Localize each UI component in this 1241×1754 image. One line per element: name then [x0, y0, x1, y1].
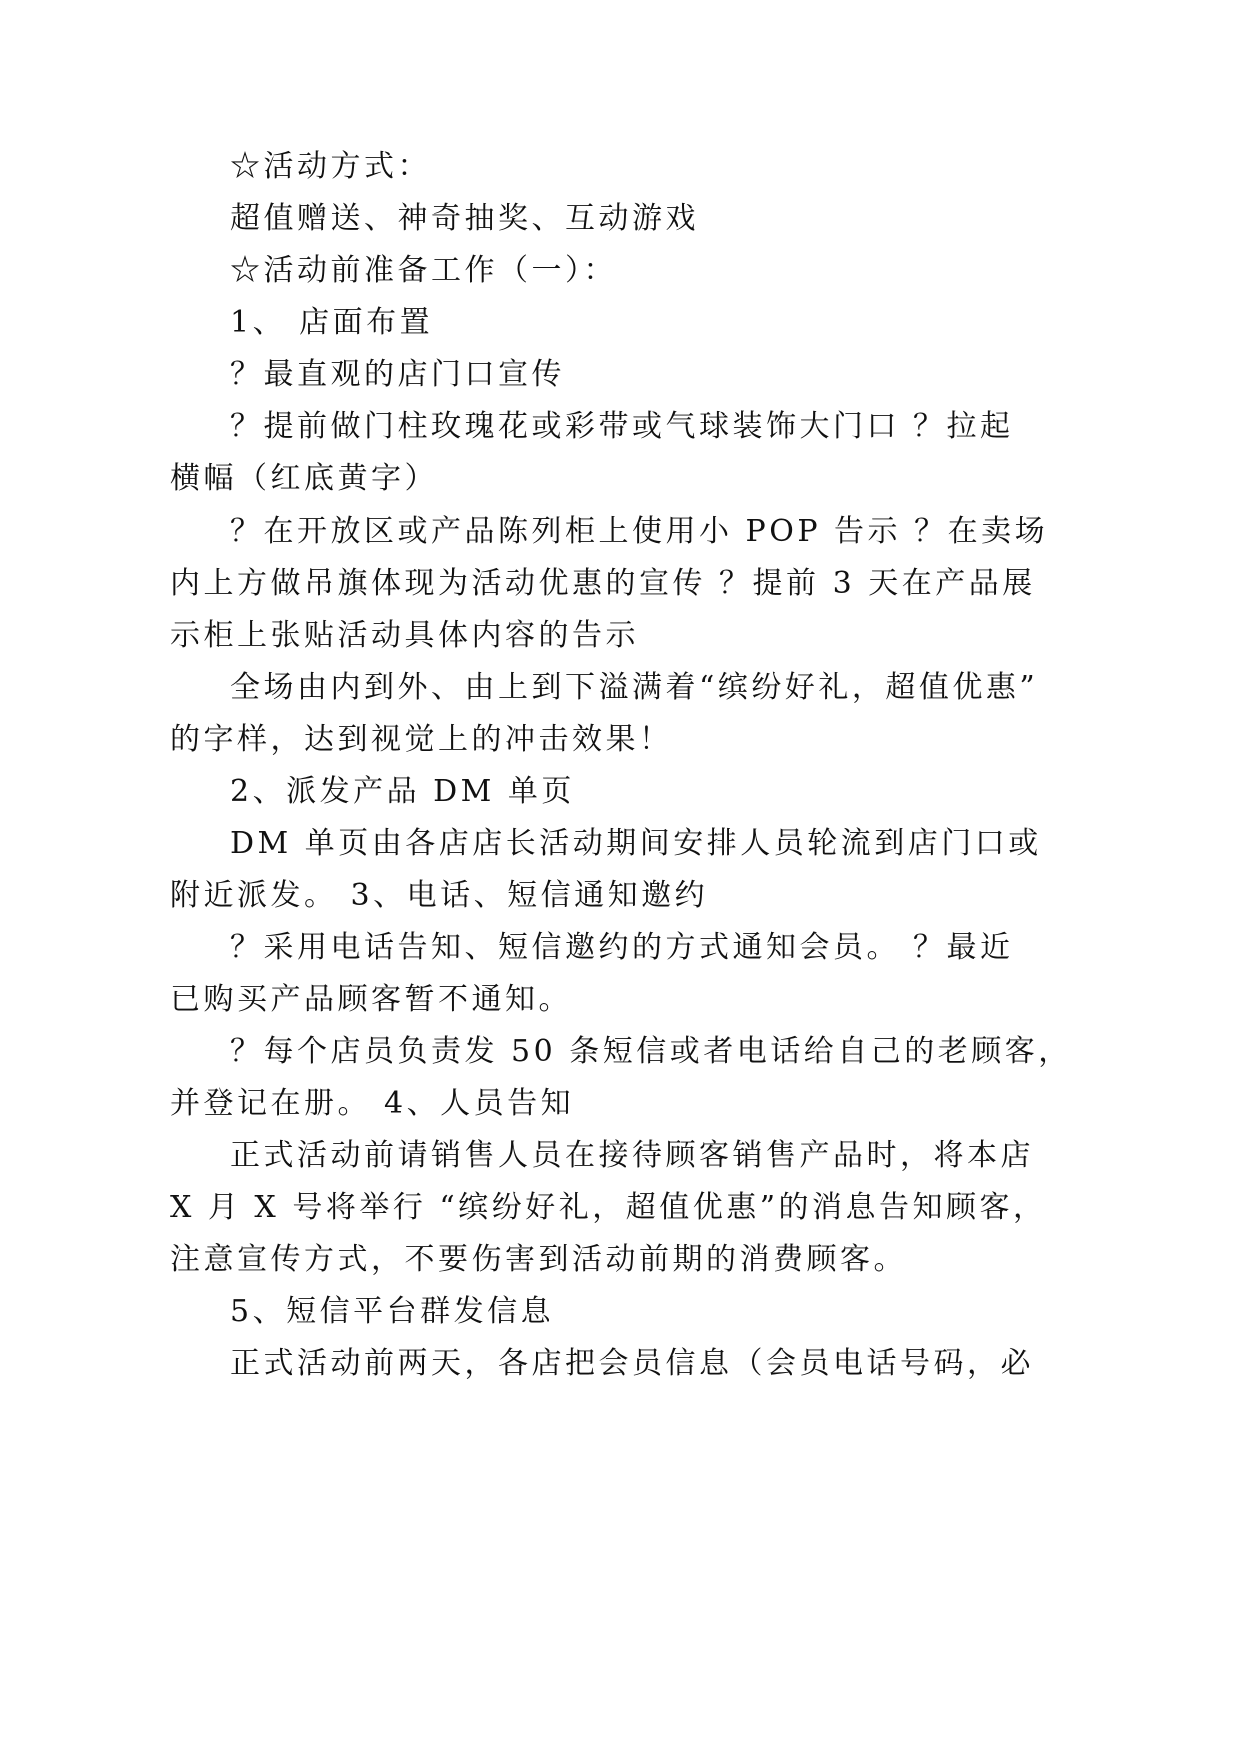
item-sms-broadcast: 5、短信平台群发信息	[230, 1294, 555, 1329]
paragraph-line: ？最直观的店门口宣传	[230, 357, 565, 392]
paragraph-line: 横幅（红底黄字）	[170, 461, 438, 496]
paragraph-line: 并登记在册。 4、人员告知	[170, 1086, 575, 1121]
paragraph-line: 正式活动前请销售人员在接待顾客销售产品时，将本店	[230, 1138, 1034, 1173]
paragraph-line: 全场由内到外、由上到下溢满着“缤纷好礼，超值优惠”	[230, 670, 1039, 705]
paragraph-line: 超值赠送、神奇抽奖、互动游戏	[230, 201, 699, 236]
paragraph-line: 示柜上张贴活动具体内容的告示	[170, 618, 639, 653]
paragraph-line: 已购买产品顾客暂不通知。	[170, 982, 572, 1017]
item-dm-flyer: 2、派发产品 DM 单页	[230, 774, 575, 809]
item-store-layout: 1、 店面布置	[230, 305, 434, 340]
paragraph-line: X 月 X 号将举行 “缤纷好礼，超值优惠”的消息告知顾客，	[170, 1190, 1047, 1225]
paragraph-line: 的字样，达到视觉上的冲击效果！	[170, 722, 673, 757]
paragraph-line: ？在开放区或产品陈列柜上使用小 POP 告示 ？在卖场	[230, 514, 1049, 549]
paragraph-line: 附近派发。 3、电话、短信通知邀约	[170, 878, 709, 913]
heading-activity-method: ☆活动方式：	[230, 149, 431, 184]
paragraph-line: 正式活动前两天，各店把会员信息（会员电话号码，必	[230, 1346, 1034, 1381]
paragraph-line: 内上方做吊旗体现为活动优惠的宣传 ？提前 3 天在产品展	[170, 566, 1036, 601]
paragraph-line: ？每个店员负责发 50 条短信或者电话给自己的老顾客，	[230, 1034, 1072, 1069]
paragraph-line: 注意宣传方式，不要伤害到活动前期的消费顾客。	[170, 1242, 907, 1277]
heading-preparation: ☆活动前准备工作（一）：	[230, 253, 617, 288]
paragraph-line: ？提前做门柱玫瑰花或彩带或气球装饰大门口 ？拉起	[230, 409, 1014, 444]
paragraph-line: ？采用电话告知、短信邀约的方式通知会员。 ？最近	[230, 930, 1014, 965]
paragraph-line: DM 单页由各店店长活动期间安排人员轮流到店门口或	[230, 826, 1042, 861]
